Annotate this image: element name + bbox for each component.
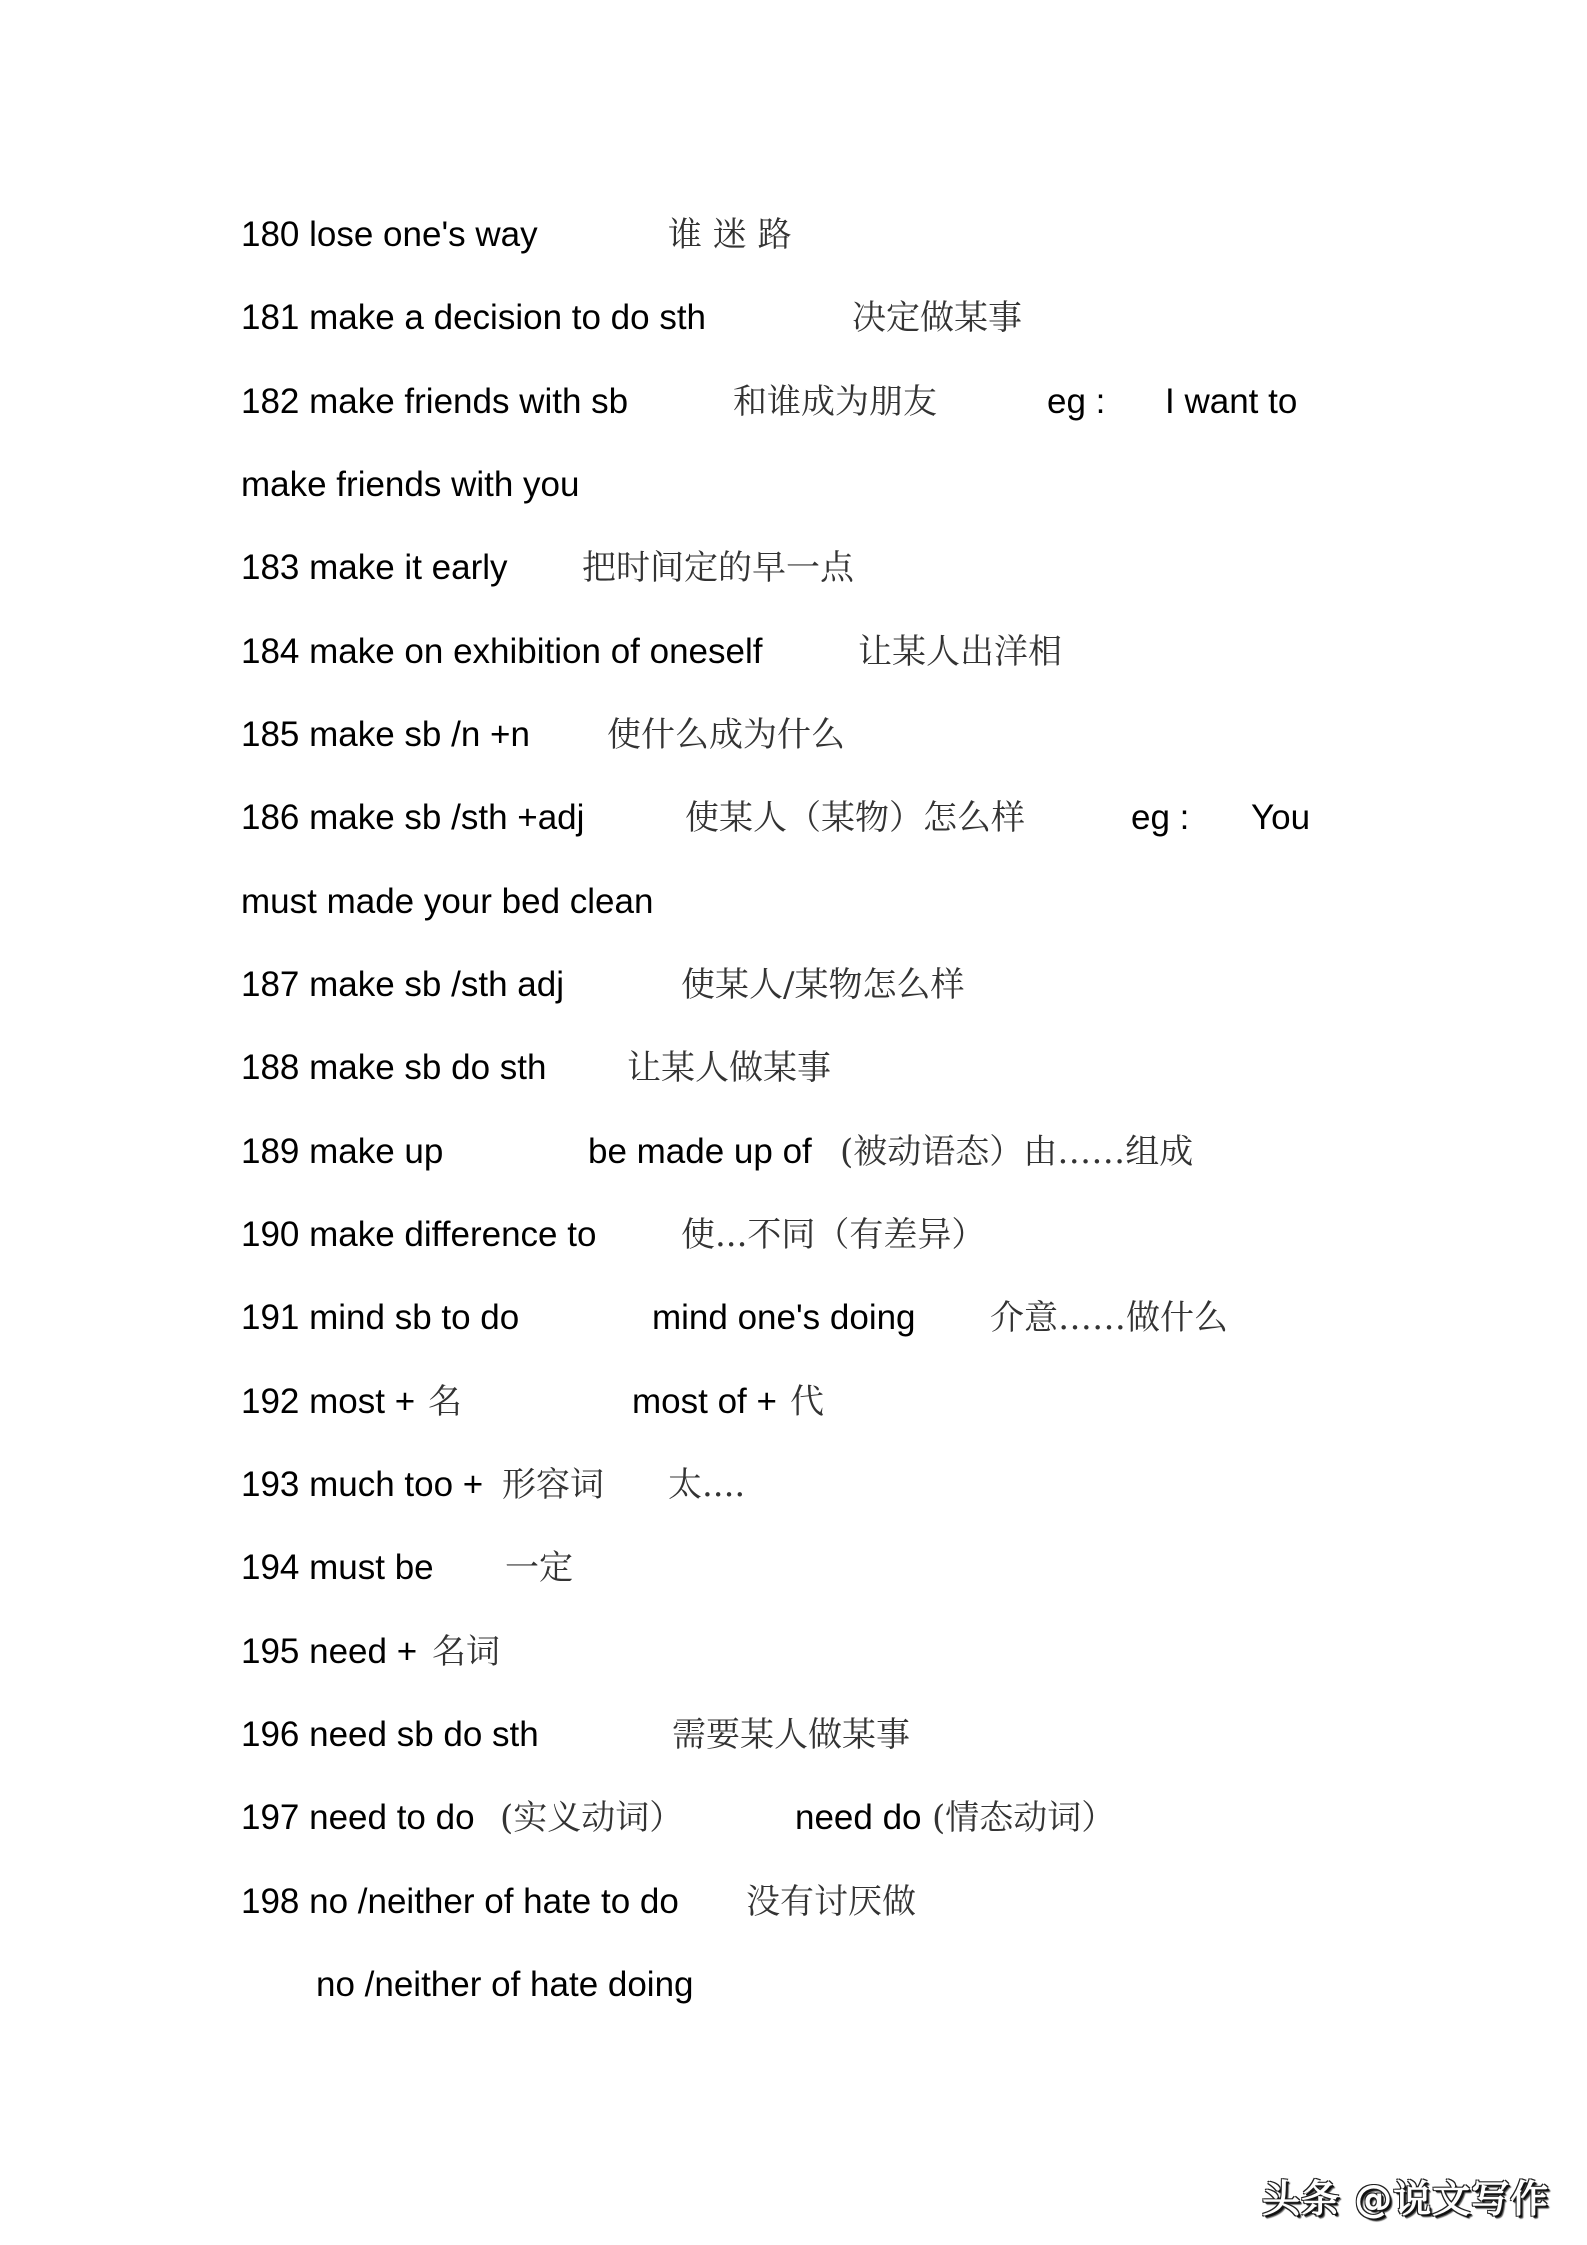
- text-line: [0, 1288, 1587, 1348]
- chinese-translation: 让某人做某事: [627, 1048, 831, 1088]
- phrase-entry: 182 make friends with sb: [241, 382, 629, 421]
- text-line: [0, 288, 1587, 348]
- phrase-entry: 189 make up: [241, 1132, 444, 1171]
- phrase-entry: 197 need to do: [241, 1798, 475, 1837]
- chinese-translation: 代: [790, 1382, 824, 1422]
- chinese-translation: 决定做某事: [852, 298, 1022, 338]
- chinese-translation: 使某人/某物怎么样: [681, 965, 965, 1005]
- phrase-entry: 188 make sb do sth: [241, 1048, 547, 1087]
- text-line: [0, 1705, 1587, 1765]
- text-line: [0, 538, 1587, 598]
- text-line: [0, 1622, 1587, 1682]
- text-line: [0, 455, 1587, 515]
- chinese-translation: 介意……做什么: [990, 1298, 1228, 1338]
- phrase-text: be made up of: [588, 1132, 812, 1171]
- chinese-translation: (情态动词）: [932, 1798, 1116, 1838]
- phrase-entry: 180 lose one's way: [241, 215, 538, 254]
- text-line: [0, 705, 1587, 765]
- text-line: [0, 1872, 1587, 1932]
- chinese-translation: 使某人（某物）怎么样: [685, 798, 1025, 838]
- phrase-entry: 190 make difference to: [241, 1215, 597, 1254]
- text-line: [0, 1455, 1587, 1515]
- phrase-entry: make friends with you: [241, 465, 580, 504]
- watermark: 头条 @说文写作: [1262, 2177, 1550, 2221]
- phrase-text: eg :: [1131, 798, 1190, 837]
- text-line: [0, 1038, 1587, 1098]
- chinese-translation: 没有讨厌做: [746, 1882, 916, 1922]
- chinese-translation: 把时间定的早一点: [582, 548, 854, 588]
- text-line: [0, 1955, 1587, 2015]
- phrase-text: need do: [795, 1798, 922, 1837]
- phrase-text: I want to: [1165, 382, 1298, 421]
- phrase-text: most of +: [632, 1382, 777, 1421]
- chinese-translation: 使什么成为什么: [607, 715, 845, 755]
- text-line: [0, 372, 1587, 432]
- phrase-entry: 186 make sb /sth +adj: [241, 798, 585, 837]
- phrase-entry: 193 much too +: [241, 1465, 484, 1504]
- chinese-translation: (实义动词）: [500, 1798, 684, 1838]
- phrase-entry: 194 must be: [241, 1548, 434, 1587]
- phrase-entry: 183 make it early: [241, 548, 508, 587]
- chinese-translation: 使...不同（有差异）: [681, 1215, 986, 1255]
- chinese-translation: (被动语态）由……组成: [840, 1132, 1194, 1172]
- phrase-entry: 185 make sb /n +n: [241, 715, 530, 754]
- chinese-translation: 太....: [668, 1465, 746, 1505]
- chinese-translation: 一定: [505, 1548, 573, 1588]
- text-line: [0, 622, 1587, 682]
- text-line: [0, 1205, 1587, 1265]
- phrase-entry: 192 most +: [241, 1382, 416, 1421]
- text-line: [0, 1788, 1587, 1848]
- chinese-translation: 和谁成为朋友: [733, 382, 937, 422]
- phrase-entry: no /neither of hate doing: [316, 1965, 694, 2004]
- phrase-entry: 184 make on exhibition of oneself: [241, 632, 763, 671]
- text-line: [0, 205, 1587, 265]
- text-line: [0, 1538, 1587, 1598]
- phrase-entry: 191 mind sb to do: [241, 1298, 520, 1337]
- chinese-translation: 名: [428, 1382, 462, 1422]
- chinese-translation: 名词: [432, 1632, 500, 1672]
- text-line: [0, 788, 1587, 848]
- text-line: [0, 955, 1587, 1015]
- chinese-translation: 需要某人做某事: [672, 1715, 910, 1755]
- phrase-entry: must made your bed clean: [241, 882, 654, 921]
- phrase-entry: 195 need +: [241, 1632, 418, 1671]
- chinese-translation: 形容词: [502, 1465, 604, 1505]
- phrase-text: mind one's doing: [652, 1298, 916, 1337]
- text-line: [0, 872, 1587, 932]
- phrase-text: You: [1251, 798, 1311, 837]
- phrase-entry: 181 make a decision to do sth: [241, 298, 707, 337]
- phrase-entry: 196 need sb do sth: [241, 1715, 539, 1754]
- phrase-entry: 198 no /neither of hate to do: [241, 1882, 679, 1921]
- text-line: [0, 1372, 1587, 1432]
- phrase-text: eg :: [1047, 382, 1106, 421]
- phrase-entry: 187 make sb /sth adj: [241, 965, 564, 1004]
- chinese-translation: 让某人出洋相: [858, 632, 1062, 672]
- text-line: [0, 1122, 1587, 1182]
- chinese-translation: 谁 迷 路: [668, 215, 792, 255]
